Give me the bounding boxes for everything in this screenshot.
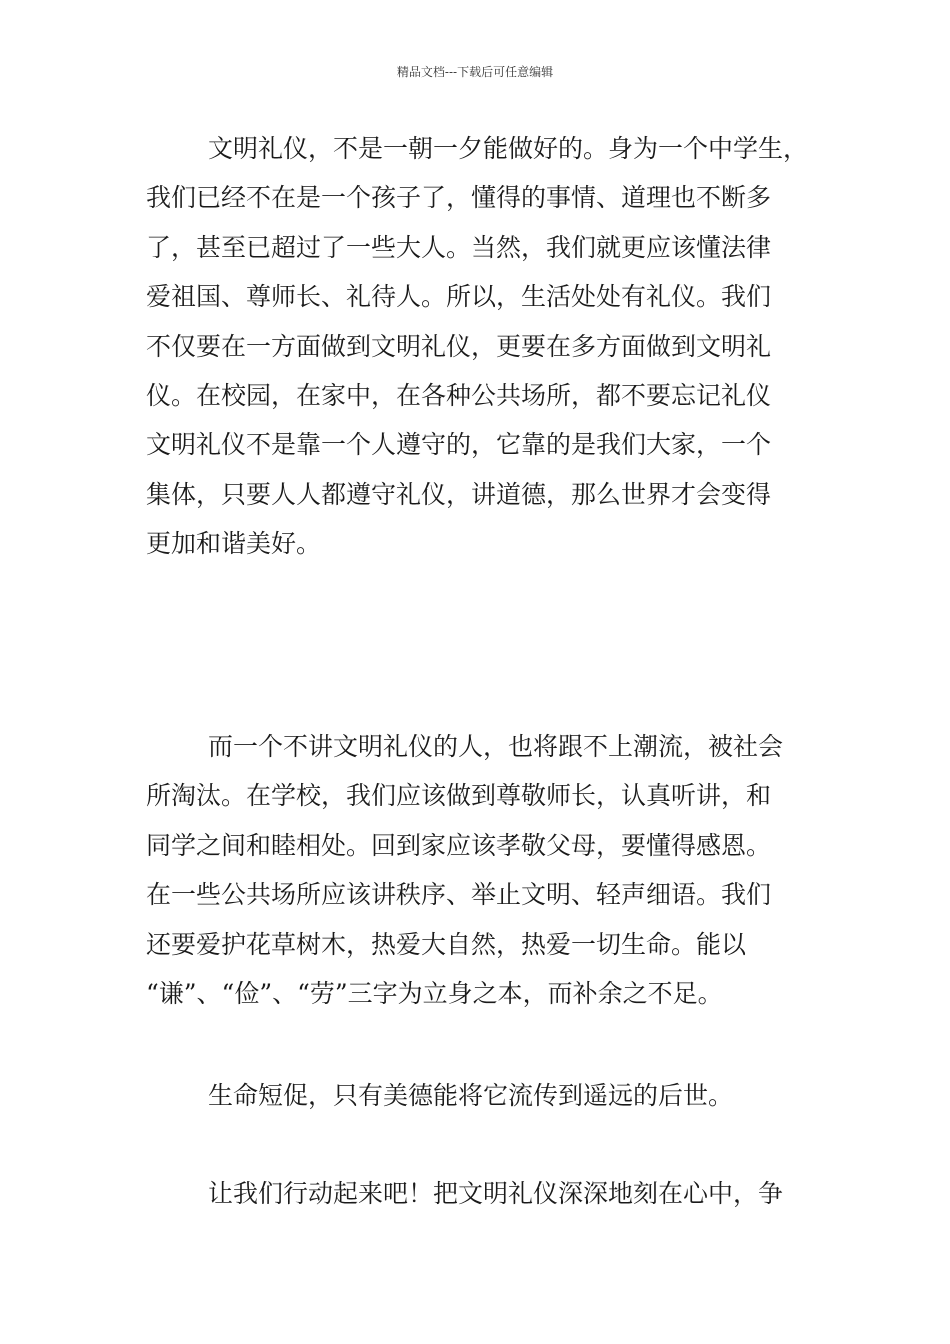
- text-line: 更加和谐美好。: [146, 529, 322, 559]
- text-line: 在一些公共场所应该讲秩序、举止文明、轻声细语。我们: [146, 880, 772, 910]
- text-line: “谦”、“俭”、“劳”三字为立身之本，而补余之不足。: [146, 978, 723, 1008]
- text-line: 集体，只要人人都遵守礼仪，讲道德，那么世界才会变得: [146, 479, 772, 509]
- text-line: 而一个不讲文明礼仪的人，也将跟不上潮流，被社会: [208, 732, 784, 761]
- text-line: 爱祖国、尊师长、礼待人。所以，生活处处有礼仪。我们: [146, 282, 772, 312]
- text-line: 不仅要在一方面做到文明礼仪，更要在多方面做到文明礼: [146, 331, 772, 361]
- text-line: 同学之间和睦相处。回到家应该孝敬父母，要懂得感恩。: [146, 830, 772, 860]
- paragraph-2: [146, 722, 816, 1018]
- paragraph-1: [146, 124, 816, 569]
- text-line: 我们已经不在是一个孩子了，懂得的事情、道理也不断多: [146, 183, 772, 213]
- text-line: 文明礼仪不是靠一个人遵守的，它靠的是我们大家，一个: [146, 430, 772, 460]
- text-line: 生命短促，只有美德能将它流传到遥远的后世。: [208, 1081, 734, 1110]
- paragraph-3: [146, 1071, 816, 1120]
- text-line: 所淘汰。在学校，我们应该做到尊敬师长，认真听讲，和: [146, 781, 772, 811]
- paragraph-4: [146, 1169, 816, 1218]
- text-line: 还要爱护花草树木，热爱大自然，热爱一切生命。能以: [146, 929, 747, 959]
- text-line: 了，甚至已超过了一些大人。当然，我们就更应该懂法律: [146, 232, 772, 262]
- page-header: 精品文档---下载后可任意编辑: [396, 65, 554, 79]
- text-line: 文明礼仪，不是一朝一夕能做好的。身为一个中学生，: [208, 134, 809, 163]
- text-line: 仪。在校园，在家中，在各种公共场所，都不要忘记礼仪: [146, 380, 772, 410]
- text-line: 让我们行动起来吧！把文明礼仪深深地刻在心中，争: [208, 1179, 784, 1208]
